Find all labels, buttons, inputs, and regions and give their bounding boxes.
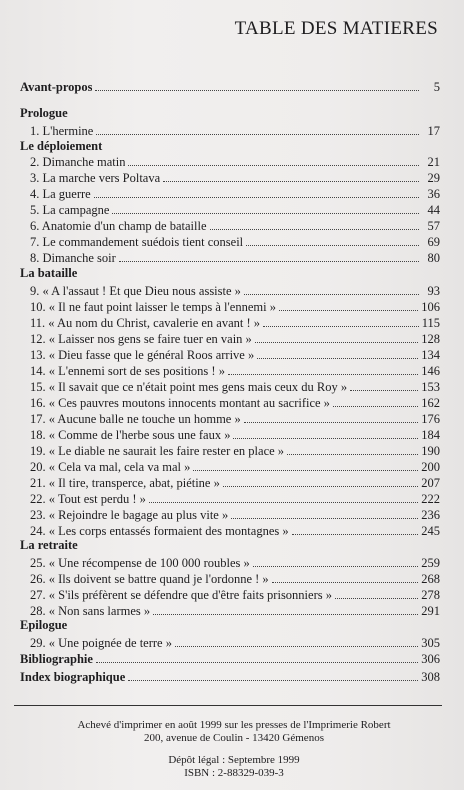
dot-leader [350,390,418,391]
toc-entry-row [30,217,440,233]
toc-entry-label: 19. « Le diable ne saurait les faire rester en place » [30,444,285,458]
toc-entry-row [30,201,440,217]
toc-page-number: 190 [421,444,440,458]
toc-entry-row [30,426,440,442]
toc-entry-label: Bibliographie [20,652,93,666]
toc-page-number: 207 [421,476,440,490]
toc-entry-label: 10. « Il ne faut point laisser le temps à l'ennemi » [30,300,276,314]
dot-leader [128,165,419,166]
colophon-printer: Achevé d'imprimer en août 1999 sur les presses de l'Imprimerie Robert [77,719,391,731]
toc-page-number: 259 [421,556,440,570]
toc-section-row [20,650,440,666]
toc-entry-row [30,282,440,298]
toc-page-number: 176 [421,412,440,426]
toc-page-number: 5 [433,80,440,94]
toc-page-number: 200 [421,460,440,474]
toc-entry-row [30,586,440,602]
toc-entry-row [30,330,440,346]
toc-entry-row [30,233,440,249]
toc-entry-label: 6. Anatomie d'un champ de bataille [30,219,207,233]
dot-leader [279,310,418,311]
toc-entry-row [30,346,440,362]
toc-page-number: 57 [427,219,440,233]
dot-leader [287,454,418,455]
toc-page-number: 162 [421,396,440,410]
toc-page-number: 268 [421,572,440,586]
dot-leader [95,90,419,91]
toc-entry-row [30,554,440,570]
toc-entry-row [30,602,440,618]
dot-leader [244,294,419,295]
toc-entry-label: 2. Dimanche matin [30,155,126,169]
toc-entry-label: 25. « Une récompense de 100 000 roubles » [30,556,250,570]
colophon-isbn: ISBN : 2-88329-039-3 [184,767,284,779]
toc-page-number: 93 [427,284,440,298]
toc-entry-row [30,634,440,650]
toc-section-heading: Prologue [20,106,68,120]
toc-entry-row [30,442,440,458]
toc-page-number: 69 [427,235,440,249]
colophon-address: 200, avenue de Coulin - 13420 Gémenos [144,732,324,744]
dot-leader [228,374,418,375]
toc-page-number: 80 [427,251,440,265]
toc-entry-label: 26. « Ils doivent se battre quand je l'ordonne ! » [30,572,269,586]
toc-entry-label: 24. « Les corps entassés formaient des montagnes » [30,524,289,538]
dot-leader [335,598,418,599]
dot-leader [175,646,418,647]
toc-entry-label: 27. « S'ils préfèrent se défendre que d'être faits prisonniers » [30,588,332,602]
toc-entry-label: 7. Le commandement suédois tient conseil [30,235,244,249]
toc-page-number: 29 [427,171,440,185]
divider-rule [14,705,442,706]
dot-leader [119,261,419,262]
toc-entry-label: 13. « Dieu fasse que le général Roos arrive » [30,348,255,362]
dot-leader [94,197,419,198]
toc-entry-label: 8. Dimanche soir [30,251,116,265]
toc-page-number: 306 [421,652,440,666]
toc-section-row [20,668,440,684]
dot-leader [253,566,419,567]
toc-page-number: 153 [421,380,440,394]
page-title: TABLE DES MATIERES [234,18,438,39]
toc-page-number: 222 [421,492,440,506]
toc-entry-row [30,122,440,138]
toc-entry-label: 14. « L'ennemi sort de ses positions ! » [30,364,225,378]
toc-entry-label: 1. L'hermine [30,124,94,138]
dot-leader [153,614,418,615]
dot-leader [163,181,419,182]
toc-entry-row [30,522,440,538]
toc-page-number: 305 [421,636,440,650]
dot-leader [292,534,419,535]
toc-entry-label: 9. « A l'assaut ! Et que Dieu nous assiste » [30,284,241,298]
dot-leader [272,582,419,583]
toc-entry-row [30,249,440,265]
toc-page-number: 134 [421,348,440,362]
toc-entry-label: 4. La guerre [30,187,91,201]
toc-entry-row [30,378,440,394]
toc-entry-label: 21. « Il tire, transperce, abat, piétine » [30,476,220,490]
dot-leader [246,245,419,246]
toc-page-number: 245 [421,524,440,538]
toc-entry-label: 18. « Comme de l'herbe sous une faux » [30,428,231,442]
toc-entry-label: 28. « Non sans larmes » [30,604,151,618]
dot-leader [96,662,418,663]
toc-entry-label: 29. « Une poignée de terre » [30,636,172,650]
dot-leader [96,134,419,135]
toc-entry-row [30,362,440,378]
toc-entry-label: 12. « Laisser nos gens se faire tuer en vain » [30,332,252,346]
toc-entry-row [30,458,440,474]
toc-entry-label: 16. « Ces pauvres moutons innocents montant au sacrifice » [30,396,330,410]
toc-page-number: 236 [421,508,440,522]
toc-entry-row [30,506,440,522]
toc-section-heading: Le déploiement [20,139,103,153]
toc-entry-row [30,169,440,185]
toc-page-number: 17 [427,124,440,138]
toc-entry-label: 17. « Aucune balle ne touche un homme » [30,412,241,426]
toc-entry-row [30,314,440,330]
toc-entry-label: 22. « Tout est perdu ! » [30,492,146,506]
dot-leader [210,229,419,230]
toc-entry-label: 15. « Il savait que ce n'était point mes gens mais ceux du Roy » [30,380,348,394]
toc-entry-row [30,410,440,426]
toc-entry-row [30,185,440,201]
toc-page-number: 44 [427,203,440,217]
toc-entry-label: 11. « Au nom du Christ, cavalerie en avant ! » [30,316,261,330]
toc-entry-row [30,394,440,410]
dot-leader [149,502,418,503]
toc-section-heading: La bataille [20,266,78,280]
dot-leader [333,406,418,407]
toc-entry-row [30,474,440,490]
toc-entry-label: 5. La campagne [30,203,110,217]
toc-page-number: 146 [421,364,440,378]
toc-entry-row [30,298,440,314]
toc-page-number: 115 [421,316,440,330]
dot-leader [257,358,418,359]
toc-entry-row [30,153,440,169]
toc-entry-label: 20. « Cela va mal, cela va mal » [30,460,191,474]
toc-page-number: 106 [421,300,440,314]
toc-entry-label: Avant-propos [20,80,93,94]
colophon-legal-deposit: Dépôt légal : Septembre 1999 [168,754,300,766]
toc-entry-label: 3. La marche vers Poltava [30,171,161,185]
toc-page-number: 184 [421,428,440,442]
toc-entry-label: Index biographique [20,670,126,684]
toc-page-number: 278 [421,588,440,602]
toc-entry-row [30,570,440,586]
toc-page-number: 128 [421,332,440,346]
toc-page-number: 36 [427,187,440,201]
dot-leader [128,680,418,681]
toc-entry-row [30,490,440,506]
toc-entry-label: 23. « Rejoindre le bagage au plus vite » [30,508,229,522]
dot-leader [233,438,418,439]
toc-page-number: 291 [421,604,440,618]
dot-leader [244,422,419,423]
toc-page-number: 308 [421,670,440,684]
toc-section-row [20,78,440,94]
dot-leader [263,326,419,327]
toc-section-heading: Epilogue [20,618,68,632]
dot-leader [231,518,418,519]
toc-page-number: 21 [427,155,440,169]
dot-leader [223,486,418,487]
dot-leader [255,342,418,343]
dot-leader [193,470,418,471]
toc-section-heading: La retraite [20,538,78,552]
dot-leader [112,213,419,214]
